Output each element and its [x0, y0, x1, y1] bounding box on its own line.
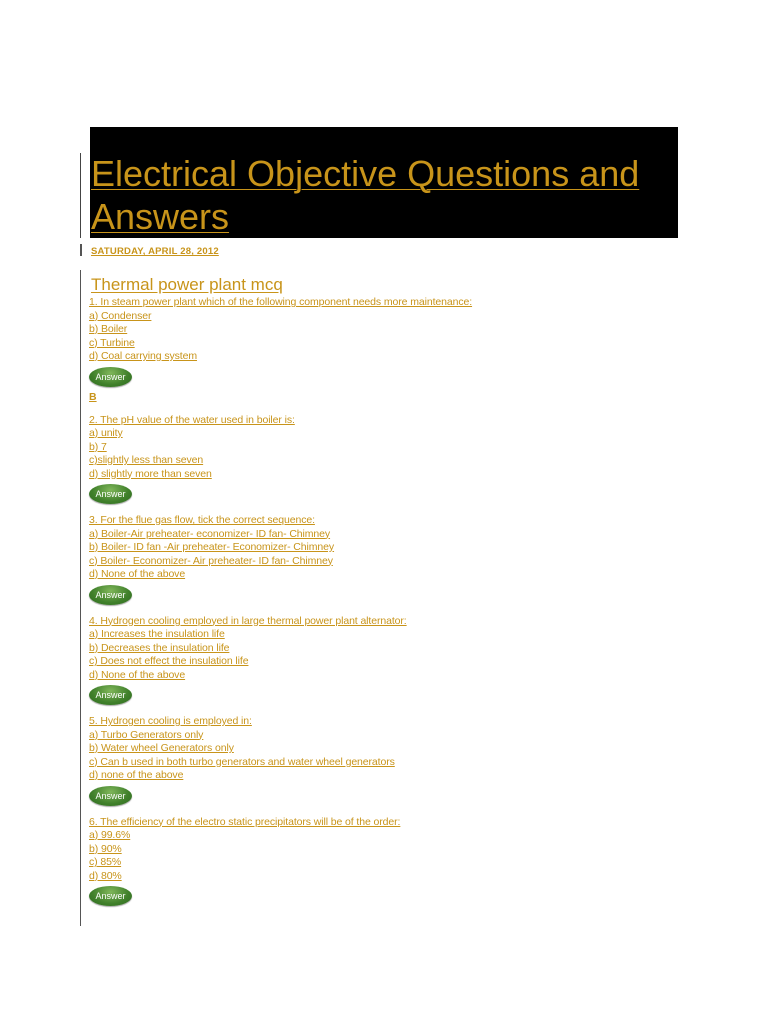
answer-option[interactable]: d) Coal carrying system	[89, 350, 197, 362]
date-divider	[80, 244, 82, 256]
answer-option[interactable]: a) Condenser	[89, 309, 152, 322]
question-text[interactable]: 3. For the flue gas flow, tick the correct sequence:	[89, 514, 315, 526]
answer-option[interactable]: d) 80%	[89, 869, 122, 882]
answer-button[interactable]: Answer	[89, 367, 132, 387]
question-spacer	[89, 705, 689, 715]
answer-option[interactable]: a) 99.6%	[89, 829, 131, 841]
question-spacer	[89, 504, 689, 514]
answer-option[interactable]: b) Decreases the insulation life	[89, 641, 230, 654]
question-spacer	[89, 404, 689, 414]
post-date: SATURDAY, APRIL 28, 2012	[91, 246, 219, 257]
answer-option[interactable]: b) 90%	[89, 842, 122, 855]
answer-option[interactable]: d) slightly more than seven	[89, 467, 212, 480]
question-block	[89, 816, 689, 907]
answer-option[interactable]: b) Boiler- ID fan -Air preheater- Economizer- Chimney	[89, 541, 335, 553]
question-spacer	[89, 906, 689, 916]
answer-button[interactable]: Answer	[89, 685, 132, 705]
question-block	[89, 715, 689, 806]
revealed-answer[interactable]: B	[89, 390, 97, 403]
post-divider	[80, 270, 81, 926]
post-title-link[interactable]: Thermal power plant mcq	[91, 275, 283, 294]
question-block	[89, 296, 689, 404]
answer-option[interactable]: b) 7	[89, 440, 107, 453]
question-block	[89, 414, 689, 505]
answer-option[interactable]: c) Turbine	[89, 336, 135, 349]
answer-option[interactable]: b) Water wheel Generators only	[89, 742, 234, 754]
question-spacer	[89, 806, 689, 816]
answer-button[interactable]: Answer	[89, 786, 132, 806]
answer-option[interactable]: d) None of the above	[89, 568, 186, 580]
answer-option[interactable]: c) Does not effect the insulation life	[89, 655, 249, 667]
answer-option[interactable]: c)slightly less than seven	[89, 454, 204, 466]
question-text[interactable]: 6. The efficiency of the electro static precipitators will be of the order:	[89, 815, 401, 828]
answer-option[interactable]: a) unity	[89, 427, 123, 439]
answer-option[interactable]: d) none of the above	[89, 769, 184, 781]
question-text[interactable]: 2. The pH value of the water used in boiler is:	[89, 413, 295, 426]
answer-option[interactable]: b) Boiler	[89, 323, 128, 335]
answer-button[interactable]: Answer	[89, 886, 132, 906]
answer-option[interactable]: a) Turbo Generators only	[89, 728, 204, 741]
question-text[interactable]: 4. Hydrogen cooling employed in large thermal power plant alternator:	[89, 614, 407, 627]
question-block	[89, 514, 689, 605]
answer-option[interactable]: a) Increases the insulation life	[89, 628, 225, 640]
answer-option[interactable]: c) Boiler- Economizer- Air preheater- ID fan- Chimney	[89, 554, 333, 567]
answer-option[interactable]: c) 85%	[89, 856, 122, 868]
answer-option[interactable]: c) Can b used in both turbo generators and water wheel generators	[89, 755, 395, 768]
question-spacer	[89, 605, 689, 615]
question-text[interactable]: 1. In steam power plant which of the following component needs more maintenance:	[89, 296, 473, 308]
answer-option[interactable]: a) Boiler-Air preheater- economizer- ID fan- Chimney	[89, 527, 331, 540]
blog-title-link[interactable]: Electrical Objective Questions and Answers	[91, 153, 640, 237]
question-list	[89, 296, 689, 916]
question-text[interactable]: 5. Hydrogen cooling is employed in:	[89, 715, 252, 727]
answer-button[interactable]: Answer	[89, 484, 132, 504]
question-block	[89, 615, 689, 706]
answer-option[interactable]: d) None of the above	[89, 668, 186, 681]
answer-button[interactable]: Answer	[89, 585, 132, 605]
header-divider	[80, 153, 81, 238]
